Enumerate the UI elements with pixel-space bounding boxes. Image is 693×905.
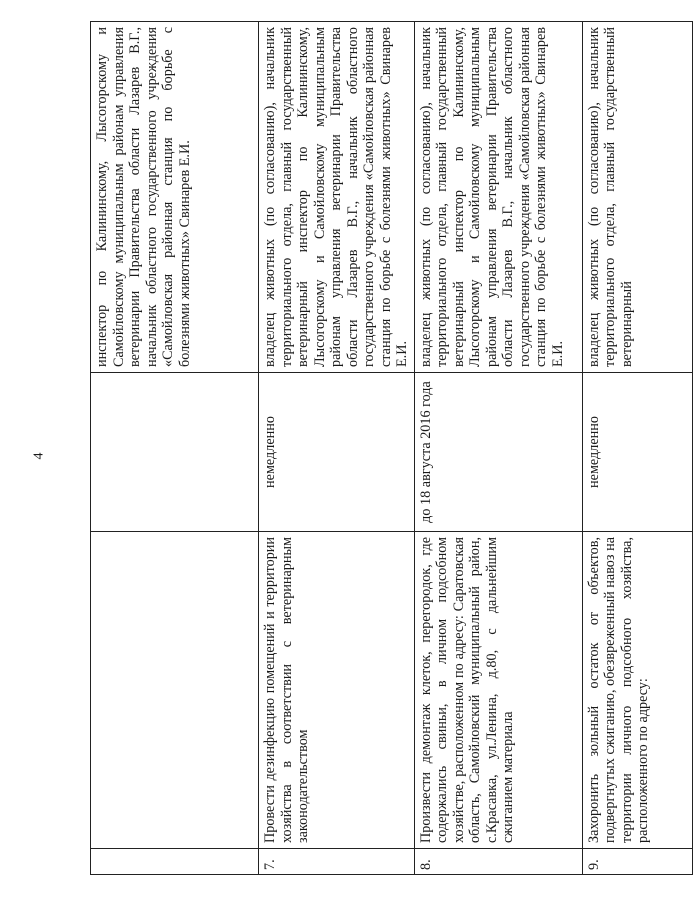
table-row [582,22,692,875]
row-responsible-text: инспектор по Калининскому, Лысогорскому и Самойловскому муниципальным районам управления ветеринарии Правительства области Лазарев В.Г., начальник областного государственного учреждения «Самойловская районная станция по борьбе с болезнями животных» Свинарев Е.И. [94,27,193,367]
table-row [414,22,582,875]
page-number: 4 [31,452,47,460]
row-number: 7. [259,849,415,875]
table-row [91,22,259,875]
row-deadline: немедленно [582,373,692,532]
row-responsible: владелец животных (по согласованию), начальник территориального отдела, главный государственный ветеринарный инспектор по Калининскому, Лысогорскому и Самойловскому муниципальным районам управления ветеринарии Правительства области Лазарев В.Г., начальник областного государственного учреждения «Самойловская районная станция по борьбе с болезнями животных» Свинарев Е.И. [414,22,582,373]
row-deadline [91,373,259,532]
row-deadline: до 18 августа 2016 года [414,373,582,532]
row-action: Провести дезинфекцию помещений и территории хозяйства в соответствии с ветеринарным законодательством [259,532,415,849]
row-action [91,532,259,849]
row-responsible: владелец животных (по согласованию), начальник территориального отдела, главный государственный ветеринарный инспектор по Калининскому, Лысогорскому и Самойловскому муниципальным районам управления ветеринарии Правительства области Лазарев В.Г., начальник областного государственного учреждения «Самойловская районная станция по борьбе с болезнями животных» Свинарев Е.И. [259,22,415,373]
row-action: Произвести демонтаж клеток, перегородок, где содержались свиньи, в личном подсобном хозяйстве, расположенном по адресу: Саратовская область, Самойловский муниципальный район, с.Красавка, ул.Ленина, д.80, с дальнейшим сжиганием материала [414,532,582,849]
row-number: 9. [582,849,692,875]
measures-table-rotated [90,27,651,875]
row-responsible: владелец животных (по согласованию), начальник территориального отдела, главный государственный ветеринарный [582,22,692,373]
table-row [259,22,415,875]
row-responsible [91,22,259,373]
row-number [91,849,259,875]
row-action: Захоронить зольный остаток от объектов, подвергнутых сжиганию, обезвреженный навоз на территории личного подсобного хозяйства, расположенного по адресу: [582,532,692,849]
measures-table [90,21,693,875]
row-number: 8. [414,849,582,875]
row-deadline: немедленно [259,373,415,532]
